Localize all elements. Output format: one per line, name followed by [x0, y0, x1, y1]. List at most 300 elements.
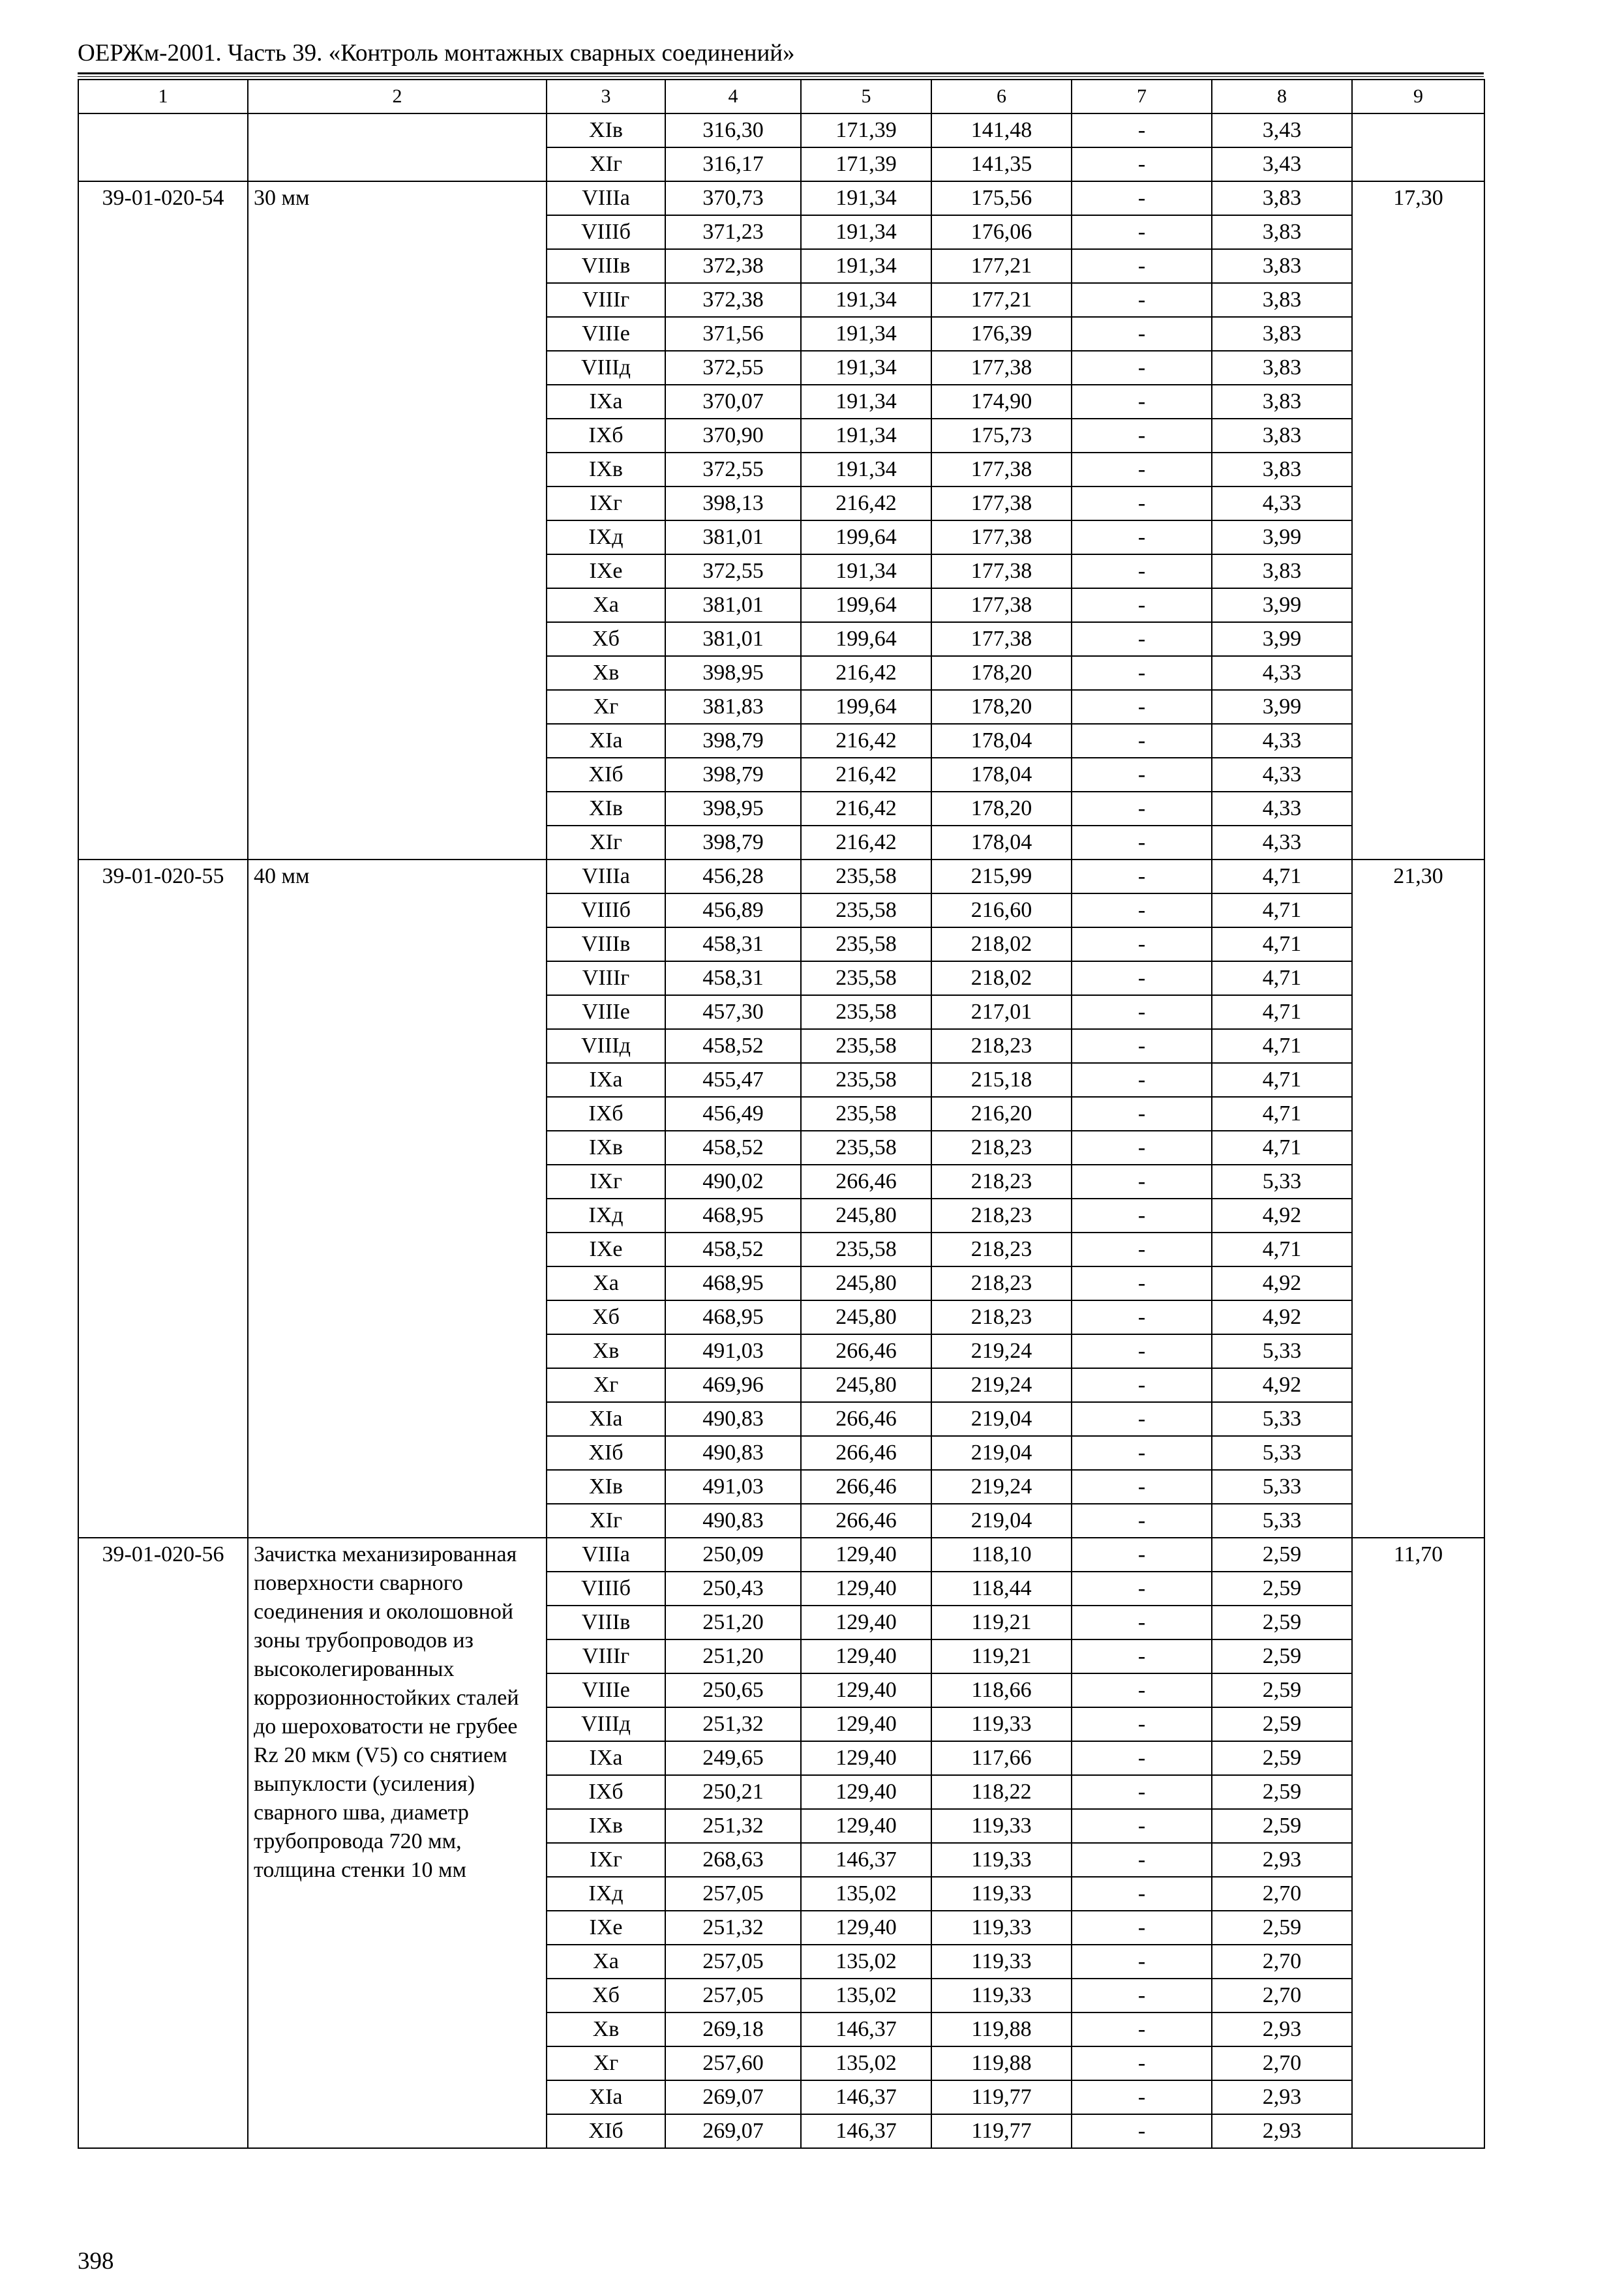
wages-cell: 171,39	[801, 147, 931, 181]
region-cell: Xг	[547, 690, 665, 724]
labor-cost-cell: 4,33	[1212, 656, 1352, 690]
materials-cost-cell: -	[1072, 1266, 1212, 1300]
total-cost-cell: 257,60	[665, 2046, 801, 2080]
wages-cell: 129,40	[801, 1639, 931, 1673]
materials-cost-cell: -	[1072, 2080, 1212, 2114]
materials-cost-cell: -	[1072, 249, 1212, 283]
labor-cost-cell: 3,99	[1212, 690, 1352, 724]
wages-cell: 245,80	[801, 1368, 931, 1402]
region-cell: XIб	[547, 758, 665, 792]
table-body	[78, 80, 1484, 2148]
labor-cost-cell: 3,43	[1212, 113, 1352, 147]
region-cell: IXа	[547, 1741, 665, 1775]
total-cost-cell: 316,30	[665, 113, 801, 147]
region-cell: IXд	[547, 520, 665, 554]
total-cost-cell: 372,55	[665, 351, 801, 385]
region-cell: VIIIд	[547, 1707, 665, 1741]
region-cell: XIг	[547, 826, 665, 860]
region-cell: VIIIв	[547, 249, 665, 283]
machine-cost-cell: 178,20	[931, 690, 1072, 724]
materials-cost-cell: -	[1072, 1639, 1212, 1673]
labor-cost-cell: 2,70	[1212, 2046, 1352, 2080]
machine-cost-cell: 218,23	[931, 1266, 1072, 1300]
materials-cost-cell: -	[1072, 1165, 1212, 1199]
region-cell: VIIIб	[547, 893, 665, 927]
total-cost-cell: 468,95	[665, 1199, 801, 1233]
machine-cost-cell: 215,18	[931, 1063, 1072, 1097]
materials-cost-cell: -	[1072, 1470, 1212, 1504]
machine-cost-cell: 175,73	[931, 419, 1072, 453]
region-cell: XIа	[547, 724, 665, 758]
materials-cost-cell: -	[1072, 1911, 1212, 1945]
region-cell: IXв	[547, 1131, 665, 1165]
machine-cost-cell: 219,24	[931, 1470, 1072, 1504]
labor-cost-cell: 3,99	[1212, 588, 1352, 622]
materials-cost-cell: -	[1072, 860, 1212, 893]
region-cell: XIб	[547, 2114, 665, 2148]
materials-cost-cell: -	[1072, 2012, 1212, 2046]
total-cost-cell: 398,79	[665, 758, 801, 792]
wages-cell: 129,40	[801, 1673, 931, 1707]
column-number-1: 1	[78, 80, 248, 113]
labor-cost-cell: 3,43	[1212, 147, 1352, 181]
machine-cost-cell: 119,88	[931, 2012, 1072, 2046]
region-cell: Xб	[547, 1300, 665, 1334]
machine-cost-cell: 218,23	[931, 1300, 1072, 1334]
labor-cost-cell: 2,59	[1212, 1639, 1352, 1673]
wages-cell: 146,37	[801, 2012, 931, 2046]
wages-cell: 129,40	[801, 1538, 931, 1572]
wages-cell: 266,46	[801, 1504, 931, 1538]
page-number: 398	[78, 2248, 114, 2275]
wages-cell: 235,58	[801, 995, 931, 1029]
total-cost-cell: 398,79	[665, 724, 801, 758]
machine-cost-cell: 119,33	[931, 1707, 1072, 1741]
machine-cost-cell: 119,88	[931, 2046, 1072, 2080]
wages-cell: 235,58	[801, 927, 931, 961]
labor-cost-cell: 3,83	[1212, 351, 1352, 385]
machine-cost-cell: 177,21	[931, 249, 1072, 283]
region-cell: VIIIе	[547, 317, 665, 351]
labor-cost-cell: 2,59	[1212, 1538, 1352, 1572]
region-cell: XIг	[547, 147, 665, 181]
total-cost-cell: 251,32	[665, 1809, 801, 1843]
total-cost-cell: 251,32	[665, 1911, 801, 1945]
total-cost-cell: 370,90	[665, 419, 801, 453]
materials-cost-cell: -	[1072, 520, 1212, 554]
region-cell: IXг	[547, 1843, 665, 1877]
labor-cost-cell: 4,71	[1212, 860, 1352, 893]
wages-cell: 216,42	[801, 758, 931, 792]
labor-cost-cell: 5,33	[1212, 1334, 1352, 1368]
materials-cost-cell: -	[1072, 147, 1212, 181]
wages-cell: 216,42	[801, 826, 931, 860]
region-cell: Xб	[547, 622, 665, 656]
labor-cost-cell: 5,33	[1212, 1436, 1352, 1470]
region-cell: IXб	[547, 1097, 665, 1131]
machine-cost-cell: 216,60	[931, 893, 1072, 927]
labor-cost-cell: 4,71	[1212, 1063, 1352, 1097]
materials-cost-cell: -	[1072, 453, 1212, 486]
rates-table	[78, 79, 1485, 2149]
region-cell: VIIIа	[547, 860, 665, 893]
machine-cost-cell: 118,66	[931, 1673, 1072, 1707]
machine-cost-cell: 119,33	[931, 1911, 1072, 1945]
materials-cost-cell: -	[1072, 927, 1212, 961]
wages-cell: 235,58	[801, 860, 931, 893]
region-cell: VIIIб	[547, 1572, 665, 1606]
wages-cell: 135,02	[801, 1979, 931, 2012]
machine-cost-cell: 118,44	[931, 1572, 1072, 1606]
wages-cell: 191,34	[801, 453, 931, 486]
column-number-7: 7	[1072, 80, 1212, 113]
machine-cost-cell: 218,23	[931, 1029, 1072, 1063]
wages-cell: 266,46	[801, 1165, 931, 1199]
labor-cost-cell: 2,93	[1212, 1843, 1352, 1877]
region-cell: Xа	[547, 1945, 665, 1979]
wages-cell: 199,64	[801, 520, 931, 554]
region-cell: XIв	[547, 1470, 665, 1504]
wages-cell: 129,40	[801, 1741, 931, 1775]
total-cost-cell: 268,63	[665, 1843, 801, 1877]
wages-cell: 235,58	[801, 893, 931, 927]
machine-cost-cell: 119,33	[931, 1979, 1072, 2012]
materials-cost-cell: -	[1072, 385, 1212, 419]
total-cost-cell: 251,20	[665, 1606, 801, 1639]
machine-cost-cell: 178,04	[931, 724, 1072, 758]
total-cost-cell: 458,52	[665, 1029, 801, 1063]
machine-cost-cell: 119,77	[931, 2114, 1072, 2148]
machine-cost-cell: 219,24	[931, 1334, 1072, 1368]
total-cost-cell: 490,83	[665, 1402, 801, 1436]
region-cell: Xв	[547, 2012, 665, 2046]
materials-cost-cell: -	[1072, 758, 1212, 792]
labor-cost-cell: 2,70	[1212, 1945, 1352, 1979]
materials-cost-cell: -	[1072, 656, 1212, 690]
materials-cost-cell: -	[1072, 486, 1212, 520]
materials-cost-cell: -	[1072, 622, 1212, 656]
wages-cell: 129,40	[801, 1775, 931, 1809]
wages-cell: 266,46	[801, 1436, 931, 1470]
total-cost-cell: 456,28	[665, 860, 801, 893]
region-cell: VIIIд	[547, 1029, 665, 1063]
labor-cost-cell: 2,93	[1212, 2012, 1352, 2046]
rate-code-cell: 39-01-020-55	[78, 860, 248, 1538]
machine-cost-cell: 178,20	[931, 792, 1072, 826]
region-cell: XIг	[547, 1504, 665, 1538]
machine-cost-cell: 117,66	[931, 1741, 1072, 1775]
region-cell: VIIIе	[547, 1673, 665, 1707]
wages-cell: 235,58	[801, 1233, 931, 1266]
machine-cost-cell: 141,48	[931, 113, 1072, 147]
wages-cell: 191,34	[801, 249, 931, 283]
materials-cost-cell: -	[1072, 690, 1212, 724]
header-rule-thick	[78, 72, 1484, 74]
total-cost-cell: 269,07	[665, 2114, 801, 2148]
labor-cost-cell: 4,33	[1212, 758, 1352, 792]
materials-cost-cell: -	[1072, 181, 1212, 215]
wages-cell: 146,37	[801, 2080, 931, 2114]
machine-cost-cell: 119,33	[931, 1843, 1072, 1877]
wages-cell: 191,34	[801, 554, 931, 588]
machine-cost-cell: 177,38	[931, 486, 1072, 520]
total-cost-cell: 372,38	[665, 283, 801, 317]
materials-cost-cell: -	[1072, 215, 1212, 249]
materials-cost-cell: -	[1072, 1877, 1212, 1911]
table-row	[78, 113, 1484, 147]
materials-cost-cell: -	[1072, 1843, 1212, 1877]
wages-cell: 135,02	[801, 2046, 931, 2080]
region-cell: Xв	[547, 1334, 665, 1368]
wages-cell: 245,80	[801, 1300, 931, 1334]
page-header-title: ОЕРЖм-2001. Часть 39. «Контроль монтажных сварных соединений»	[78, 40, 795, 67]
machine-cost-cell: 178,20	[931, 656, 1072, 690]
labor-cost-cell: 4,71	[1212, 1233, 1352, 1266]
total-cost-cell: 468,95	[665, 1300, 801, 1334]
rate-description-cell	[248, 113, 547, 181]
machine-cost-cell: 119,33	[931, 1945, 1072, 1979]
wages-cell: 191,34	[801, 215, 931, 249]
materials-cost-cell: -	[1072, 2046, 1212, 2080]
wages-cell: 146,37	[801, 2114, 931, 2148]
wages-cell: 191,34	[801, 351, 931, 385]
materials-cost-cell: -	[1072, 1436, 1212, 1470]
total-cost-cell: 468,95	[665, 1266, 801, 1300]
machine-cost-cell: 119,21	[931, 1606, 1072, 1639]
total-cost-cell: 456,49	[665, 1097, 801, 1131]
region-cell: VIIIб	[547, 215, 665, 249]
region-cell: VIIIе	[547, 995, 665, 1029]
labor-cost-cell: 3,83	[1212, 554, 1352, 588]
machine-cost-cell: 219,04	[931, 1504, 1072, 1538]
materials-cost-cell: -	[1072, 1979, 1212, 2012]
wages-cell: 129,40	[801, 1606, 931, 1639]
machine-cost-cell: 177,38	[931, 453, 1072, 486]
machine-cost-cell: 177,38	[931, 554, 1072, 588]
wages-cell: 266,46	[801, 1334, 931, 1368]
machine-cost-cell: 177,38	[931, 588, 1072, 622]
total-cost-cell: 250,43	[665, 1572, 801, 1606]
region-cell: XIв	[547, 792, 665, 826]
labor-cost-cell: 4,71	[1212, 1097, 1352, 1131]
region-cell: VIIIв	[547, 1606, 665, 1639]
total-cost-cell: 250,65	[665, 1673, 801, 1707]
region-cell: XIа	[547, 2080, 665, 2114]
labor-cost-cell: 4,71	[1212, 1131, 1352, 1165]
wages-cell: 216,42	[801, 724, 931, 758]
wages-cell: 216,42	[801, 792, 931, 826]
wages-cell: 245,80	[801, 1199, 931, 1233]
labor-cost-cell: 3,99	[1212, 520, 1352, 554]
labor-cost-cell: 3,83	[1212, 453, 1352, 486]
machine-cost-cell: 219,04	[931, 1402, 1072, 1436]
total-cost-cell: 251,32	[665, 1707, 801, 1741]
header-rule-thin	[78, 76, 1484, 77]
total-cost-cell: 469,96	[665, 1368, 801, 1402]
labor-hours-cell: 17,30	[1352, 181, 1484, 860]
labor-cost-cell: 4,71	[1212, 927, 1352, 961]
region-cell: IXг	[547, 486, 665, 520]
materials-cost-cell: -	[1072, 1775, 1212, 1809]
machine-cost-cell: 175,56	[931, 181, 1072, 215]
machine-cost-cell: 141,35	[931, 147, 1072, 181]
machine-cost-cell: 119,21	[931, 1639, 1072, 1673]
machine-cost-cell: 218,23	[931, 1165, 1072, 1199]
machine-cost-cell: 119,33	[931, 1877, 1072, 1911]
labor-cost-cell: 4,92	[1212, 1266, 1352, 1300]
wages-cell: 216,42	[801, 656, 931, 690]
materials-cost-cell: -	[1072, 1131, 1212, 1165]
materials-cost-cell: -	[1072, 1572, 1212, 1606]
rate-code-cell: 39-01-020-54	[78, 181, 248, 860]
wages-cell: 129,40	[801, 1809, 931, 1843]
labor-cost-cell: 3,83	[1212, 385, 1352, 419]
wages-cell: 191,34	[801, 419, 931, 453]
total-cost-cell: 491,03	[665, 1334, 801, 1368]
wages-cell: 245,80	[801, 1266, 931, 1300]
wages-cell: 199,64	[801, 622, 931, 656]
materials-cost-cell: -	[1072, 113, 1212, 147]
region-cell: VIIIг	[547, 1639, 665, 1673]
total-cost-cell: 490,83	[665, 1504, 801, 1538]
total-cost-cell: 398,13	[665, 486, 801, 520]
machine-cost-cell: 217,01	[931, 995, 1072, 1029]
materials-cost-cell: -	[1072, 1233, 1212, 1266]
labor-cost-cell: 4,33	[1212, 826, 1352, 860]
materials-cost-cell: -	[1072, 1504, 1212, 1538]
rate-description-cell: 40 мм	[248, 860, 547, 1538]
labor-hours-cell: 11,70	[1352, 1538, 1484, 2148]
labor-cost-cell: 3,83	[1212, 181, 1352, 215]
region-cell: VIIIа	[547, 181, 665, 215]
labor-cost-cell: 3,83	[1212, 249, 1352, 283]
labor-hours-cell: 21,30	[1352, 860, 1484, 1538]
labor-cost-cell: 4,71	[1212, 1029, 1352, 1063]
region-cell: IXв	[547, 1809, 665, 1843]
total-cost-cell: 250,09	[665, 1538, 801, 1572]
materials-cost-cell: -	[1072, 1029, 1212, 1063]
materials-cost-cell: -	[1072, 283, 1212, 317]
total-cost-cell: 456,89	[665, 893, 801, 927]
materials-cost-cell: -	[1072, 317, 1212, 351]
materials-cost-cell: -	[1072, 1538, 1212, 1572]
wages-cell: 216,42	[801, 486, 931, 520]
labor-cost-cell: 2,93	[1212, 2080, 1352, 2114]
total-cost-cell: 490,83	[665, 1436, 801, 1470]
region-cell: IXе	[547, 1233, 665, 1266]
wages-cell: 235,58	[801, 1029, 931, 1063]
labor-cost-cell: 2,59	[1212, 1911, 1352, 1945]
region-cell: IXе	[547, 554, 665, 588]
wages-cell: 235,58	[801, 1131, 931, 1165]
wages-cell: 191,34	[801, 181, 931, 215]
materials-cost-cell: -	[1072, 1063, 1212, 1097]
materials-cost-cell: -	[1072, 2114, 1212, 2148]
labor-cost-cell: 4,92	[1212, 1199, 1352, 1233]
machine-cost-cell: 177,38	[931, 520, 1072, 554]
region-cell: XIа	[547, 1402, 665, 1436]
total-cost-cell: 381,01	[665, 588, 801, 622]
labor-cost-cell: 4,71	[1212, 961, 1352, 995]
table-row	[78, 181, 1484, 215]
wages-cell: 171,39	[801, 113, 931, 147]
total-cost-cell: 269,07	[665, 2080, 801, 2114]
labor-cost-cell: 4,33	[1212, 486, 1352, 520]
region-cell: XIб	[547, 1436, 665, 1470]
labor-cost-cell: 2,59	[1212, 1707, 1352, 1741]
total-cost-cell: 491,03	[665, 1470, 801, 1504]
machine-cost-cell: 176,06	[931, 215, 1072, 249]
total-cost-cell: 370,73	[665, 181, 801, 215]
labor-cost-cell: 2,59	[1212, 1673, 1352, 1707]
labor-cost-cell: 2,93	[1212, 2114, 1352, 2148]
machine-cost-cell: 218,02	[931, 961, 1072, 995]
total-cost-cell: 398,95	[665, 656, 801, 690]
materials-cost-cell: -	[1072, 1199, 1212, 1233]
materials-cost-cell: -	[1072, 1945, 1212, 1979]
materials-cost-cell: -	[1072, 1334, 1212, 1368]
total-cost-cell: 257,05	[665, 1979, 801, 2012]
labor-cost-cell: 5,33	[1212, 1504, 1352, 1538]
total-cost-cell: 370,07	[665, 385, 801, 419]
total-cost-cell: 250,21	[665, 1775, 801, 1809]
column-number-9: 9	[1352, 80, 1484, 113]
total-cost-cell: 372,55	[665, 453, 801, 486]
column-number-6: 6	[931, 80, 1072, 113]
total-cost-cell: 249,65	[665, 1741, 801, 1775]
wages-cell: 266,46	[801, 1470, 931, 1504]
total-cost-cell: 372,55	[665, 554, 801, 588]
total-cost-cell: 381,01	[665, 622, 801, 656]
labor-cost-cell: 4,33	[1212, 724, 1352, 758]
machine-cost-cell: 218,23	[931, 1233, 1072, 1266]
materials-cost-cell: -	[1072, 1300, 1212, 1334]
region-cell: IXа	[547, 1063, 665, 1097]
region-cell: Xа	[547, 588, 665, 622]
machine-cost-cell: 118,22	[931, 1775, 1072, 1809]
total-cost-cell: 398,79	[665, 826, 801, 860]
machine-cost-cell: 177,21	[931, 283, 1072, 317]
total-cost-cell: 316,17	[665, 147, 801, 181]
rate-code-cell	[78, 113, 248, 181]
labor-cost-cell: 3,83	[1212, 283, 1352, 317]
region-cell: IXг	[547, 1165, 665, 1199]
column-number-3: 3	[547, 80, 665, 113]
wages-cell: 266,46	[801, 1402, 931, 1436]
total-cost-cell: 458,52	[665, 1131, 801, 1165]
column-number-4: 4	[665, 80, 801, 113]
labor-cost-cell: 2,59	[1212, 1572, 1352, 1606]
machine-cost-cell: 218,23	[931, 1199, 1072, 1233]
total-cost-cell: 458,31	[665, 927, 801, 961]
total-cost-cell: 251,20	[665, 1639, 801, 1673]
total-cost-cell: 455,47	[665, 1063, 801, 1097]
wages-cell: 235,58	[801, 1063, 931, 1097]
machine-cost-cell: 176,39	[931, 317, 1072, 351]
wages-cell: 146,37	[801, 1843, 931, 1877]
labor-cost-cell: 3,83	[1212, 419, 1352, 453]
region-cell: IXв	[547, 453, 665, 486]
wages-cell: 191,34	[801, 283, 931, 317]
labor-cost-cell: 2,59	[1212, 1741, 1352, 1775]
materials-cost-cell: -	[1072, 826, 1212, 860]
machine-cost-cell: 218,02	[931, 927, 1072, 961]
labor-cost-cell: 4,71	[1212, 893, 1352, 927]
labor-cost-cell: 4,71	[1212, 995, 1352, 1029]
machine-cost-cell: 177,38	[931, 622, 1072, 656]
region-cell: Xг	[547, 2046, 665, 2080]
rate-description-cell: 30 мм	[248, 181, 547, 860]
